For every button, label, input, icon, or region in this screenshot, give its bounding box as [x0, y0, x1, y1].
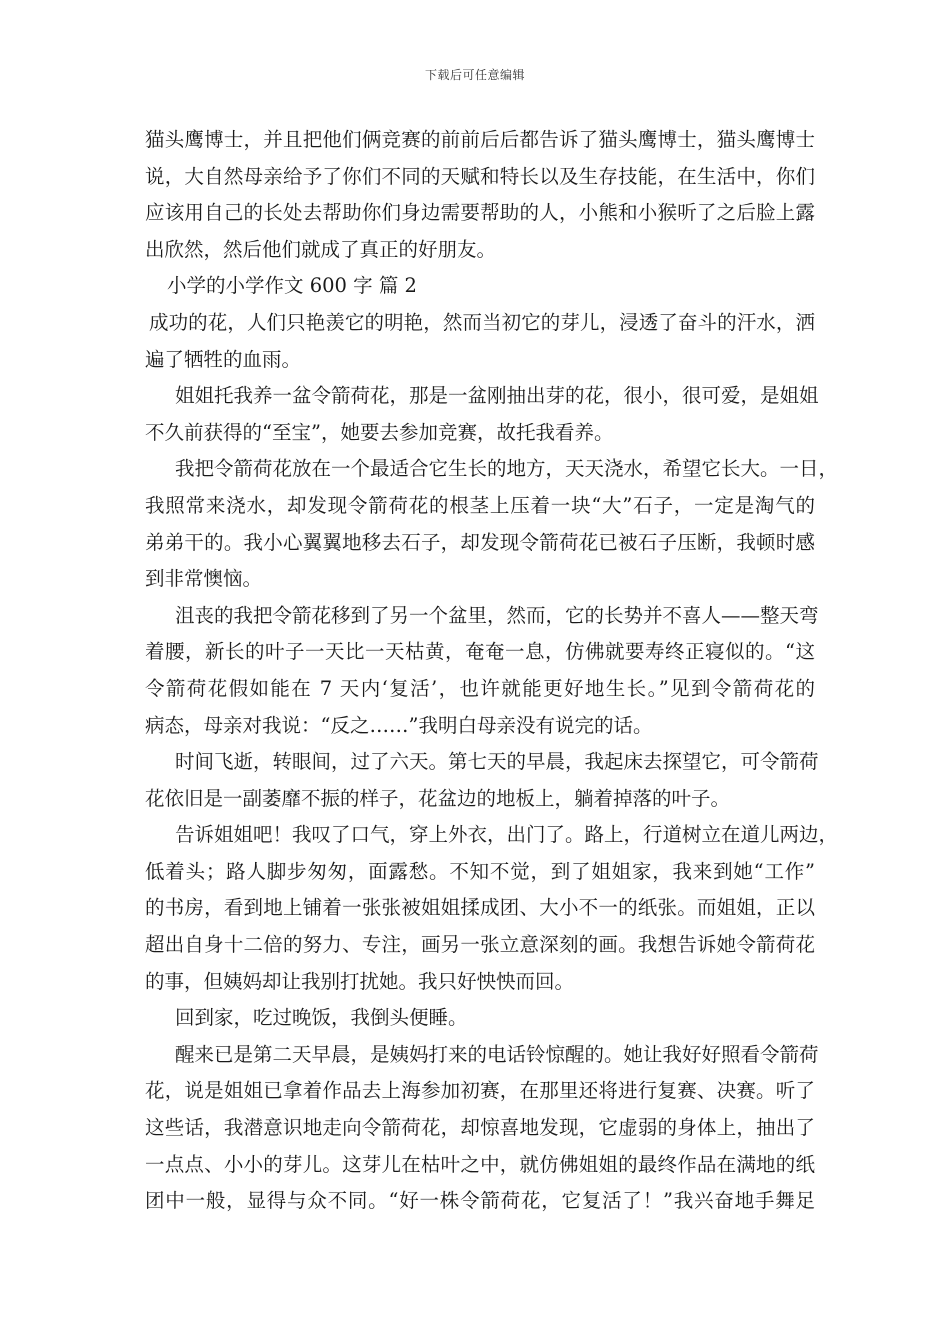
text-line: 回到家，吃过晚饭，我倒头便睡。 — [175, 1006, 468, 1030]
text-line: 我照常来浇水，却发现令箭荷花的根茎上压着一块“大”石子，一定是淘气的 — [145, 493, 815, 517]
text-line: 小学的小学作文 600 字 篇 2 — [167, 274, 417, 298]
paragraph — [145, 817, 839, 1000]
paragraph — [145, 305, 815, 378]
paragraph — [145, 451, 839, 597]
text-line: 醒来已是第二天早晨，是姨妈打来的电话铃惊醒的。她让我好好照看令箭荷 — [175, 1042, 819, 1066]
document-body — [145, 122, 839, 1220]
text-line: 超出自身十二倍的努力、专注，画另一张立意深刻的画。我想告诉她令箭荷花 — [145, 933, 815, 957]
paragraph — [145, 598, 819, 744]
text-line: 出欣然，然后他们就成了真正的好朋友。 — [145, 237, 497, 261]
text-line: 的书房，看到地上铺着一张张被姐姐揉成团、大小不一的纸张。而姐姐，正以 — [145, 896, 815, 920]
text-line: 着腰，新长的叶子一天比一天枯黄，奄奄一息，仿佛就要寿终正寝似的。“这 — [145, 640, 815, 664]
paragraph — [145, 1037, 819, 1220]
page-header: 下载后可任意编辑 — [424, 68, 525, 82]
text-line: 花依旧是一副萎靡不振的样子，花盆边的地板上，躺着掉落的叶子。 — [145, 786, 731, 810]
text-line: 花，说是姐姐已拿着作品去上海参加初赛，在那里还将进行复赛、决赛。听了 — [145, 1079, 815, 1103]
text-line: 的事，但姨妈却让我别打扰她。我只好怏怏而回。 — [145, 969, 575, 993]
paragraph — [145, 378, 819, 451]
text-line: 我把令箭荷花放在一个最适合它生长的地方，天天浇水，希望它长大。一日， — [175, 457, 839, 481]
text-line: 到非常懊恼。 — [145, 567, 263, 591]
text-line: 团中一般，显得与众不同。“好一株令箭荷花，它复活了！”我兴奋地手舞足 — [145, 1189, 815, 1213]
text-line: 低着头；路人脚步匆匆，面露愁。不知不觉，到了姐姐家，我来到她“工作” — [145, 859, 815, 883]
text-line: 应该用自己的长处去帮助你们身边需要帮助的人，小熊和小猴听了之后脸上露 — [145, 201, 815, 225]
paragraph — [145, 268, 815, 305]
text-line: 说，大自然母亲给予了你们不同的天赋和特长以及生存技能，在生活中，你们 — [145, 164, 815, 188]
text-line: 弟弟干的。我小心翼翼地移去石子，却发现令箭荷花已被石子压断，我顿时感 — [145, 530, 815, 554]
paragraph — [145, 744, 819, 817]
text-line: 沮丧的我把令箭花移到了另一个盆里，然而，它的长势并不喜人——整天弯 — [175, 603, 819, 627]
text-line: 遍了牺牲的血雨。 — [145, 347, 302, 371]
text-line: 一点点、小小的芽儿。这芽儿在枯叶之中，就仿佛姐姐的最终作品在满地的纸 — [145, 1152, 815, 1176]
paragraph — [145, 1000, 815, 1037]
text-line: 不久前获得的“至宝”，她要去参加竞赛，故托我看养。 — [145, 420, 614, 444]
paragraph — [145, 122, 815, 268]
text-line: 病态，母亲对我说：“反之……”我明白母亲没有说完的话。 — [145, 713, 653, 737]
text-line: 成功的花，人们只艳羡它的明艳，然而当初它的芽儿，浸透了奋斗的汗水，洒 — [149, 310, 815, 334]
text-line: 姐姐托我养一盆令箭荷花，那是一盆刚抽出芽的花，很小，很可爱，是姐姐 — [175, 384, 819, 408]
text-line: 这些话，我潜意识地走向令箭荷花，却惊喜地发现，它虚弱的身体上，抽出了 — [145, 1116, 815, 1140]
text-line: 告诉姐姐吧！我叹了口气，穿上外衣，出门了。路上，行道树立在道儿两边， — [175, 823, 839, 847]
text-line: 令箭荷花假如能在 7 天内‘复活’，也许就能更好地生长。”见到令箭荷花的 — [145, 676, 815, 700]
text-line: 猫头鹰博士，并且把他们俩竞赛的前前后后都告诉了猫头鹰博士，猫头鹰博士 — [145, 128, 815, 151]
text-line: 时间飞逝，转眼间，过了六天。第七天的早晨，我起床去探望它，可令箭荷 — [175, 750, 819, 774]
